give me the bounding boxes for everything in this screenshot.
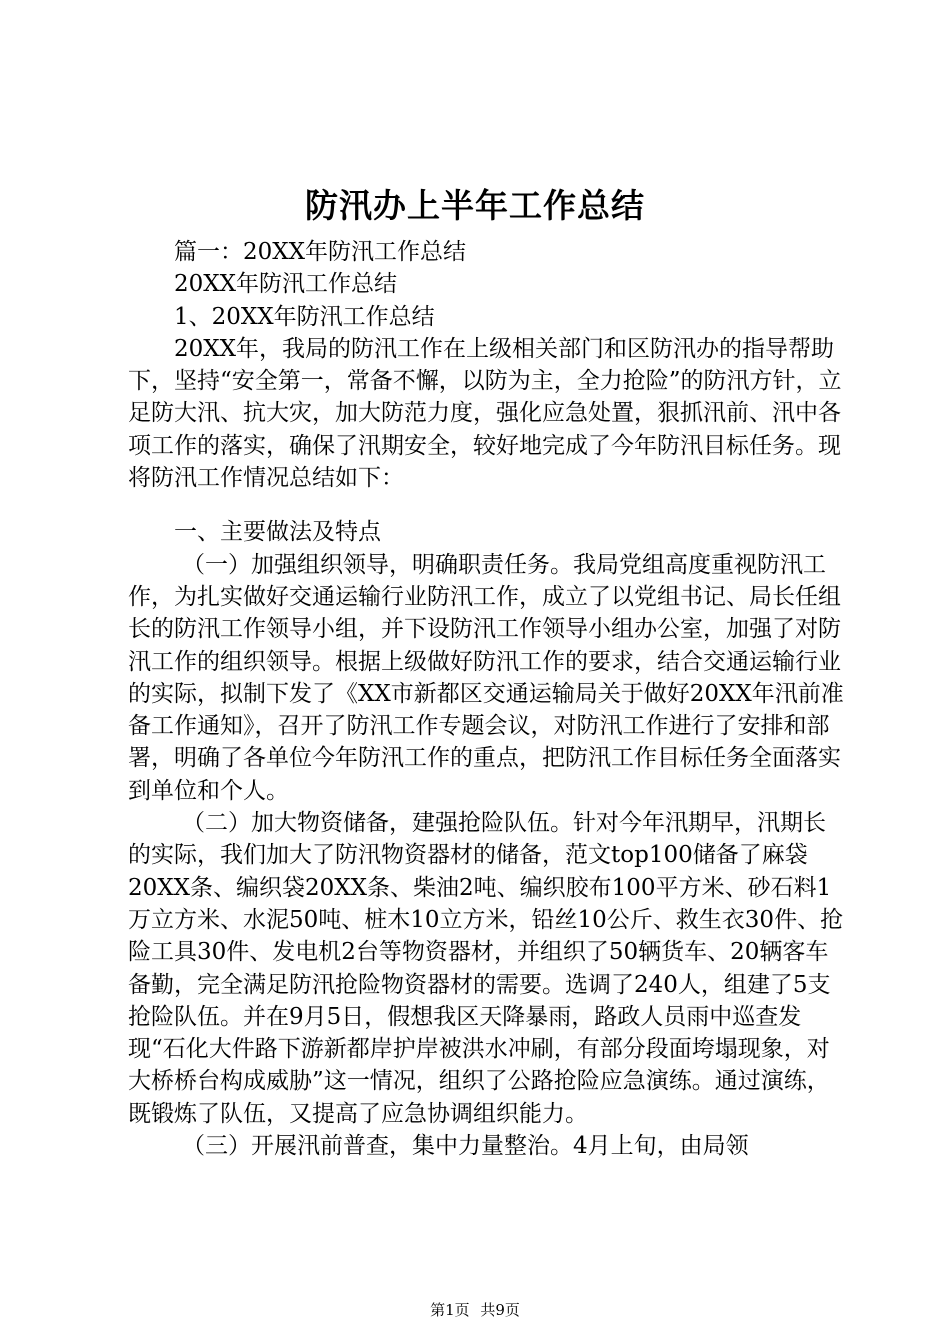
paragraph-main-heading: 一、主要做法及特点 (174, 519, 381, 546)
page-footer (0, 1300, 950, 1320)
paragraph-item-3: （三）开展汛前普查，集中力量整治。4月上旬，由局领 (182, 1133, 749, 1160)
document-body (128, 236, 848, 1162)
paragraph-spacer (128, 494, 848, 516)
paragraph-section-heading: 1、20XX年防汛工作总结 (174, 303, 435, 330)
paragraph-intro: 20XX年，我局的防汛工作在上级相关部门和区防汛办的指导帮助下，坚持“安全第一，常备不懈，以防为主，全力抢险”的防汛方针，立足防大汛、抗大灾，加大防范力度，强化应急处置，狠抓汛前、汛中各项工作的落实，确保了汛期安全，较好地完成了今年防汛目标任务。现将防汛工作情况总结如下： (128, 335, 842, 492)
paragraph-article-heading: 篇一：20XX年防汛工作总结 (174, 239, 467, 265)
document-title: 防汛办上半年工作总结 (305, 186, 645, 225)
paragraph-item-2: （二）加大物资储备，建强抢险队伍。针对今年汛期早，汛期长的实际，我们加大了防汛物资器材的储备，范文top100储备了麻袋20XX条、编织袋20XX条、柴油2吨、编织胶布100平方米、砂石料1万立方米、水泥50吨、桩木10立方米，铅丝10公斤、救生衣30件、抢险工具30件、发电机2台等物资器材，并组织了50辆货车、20辆客车备勤，完全满足防汛抢险物资器材的需要。选调了240人，组建了5支抢险队伍。并在9月5日，假想我区天降暴雨，路政人员雨中巡查发现“石化大件路下游新都岸护岸被洪水冲刷，有部分段面垮塌现象，对大桥桥台构成威胁”这一情况，组织了公路抢险应急演练。通过演练，既锻炼了队伍，又提高了应急协调组织能力。 (128, 810, 844, 1127)
page-number: 第1页 (430, 1301, 470, 1319)
page-total: 共9页 (480, 1301, 520, 1319)
paragraph-subtitle: 20XX年防汛工作总结 (174, 271, 398, 298)
paragraph-item-1: （一）加强组织领导，明确职责任务。我局党组高度重视防汛工作，为扎实做好交通运输行业防汛工作，成立了以党组书记、局长任组长的防汛工作领导小组，并下设防汛工作领导小组办公室，加强了对防汛工作的组织领导。根据上级做好防汛工作的要求，结合交通运输行业的实际，拟制下发了《XX市新都区交通运输局关于做好20XX年汛前准备工作通知》，召开了防汛工作专题会议，对防汛工作进行了安排和部署，明确了各单位今年防汛工作的重点，把防汛工作目标任务全面落实到单位和个人。 (128, 551, 844, 804)
